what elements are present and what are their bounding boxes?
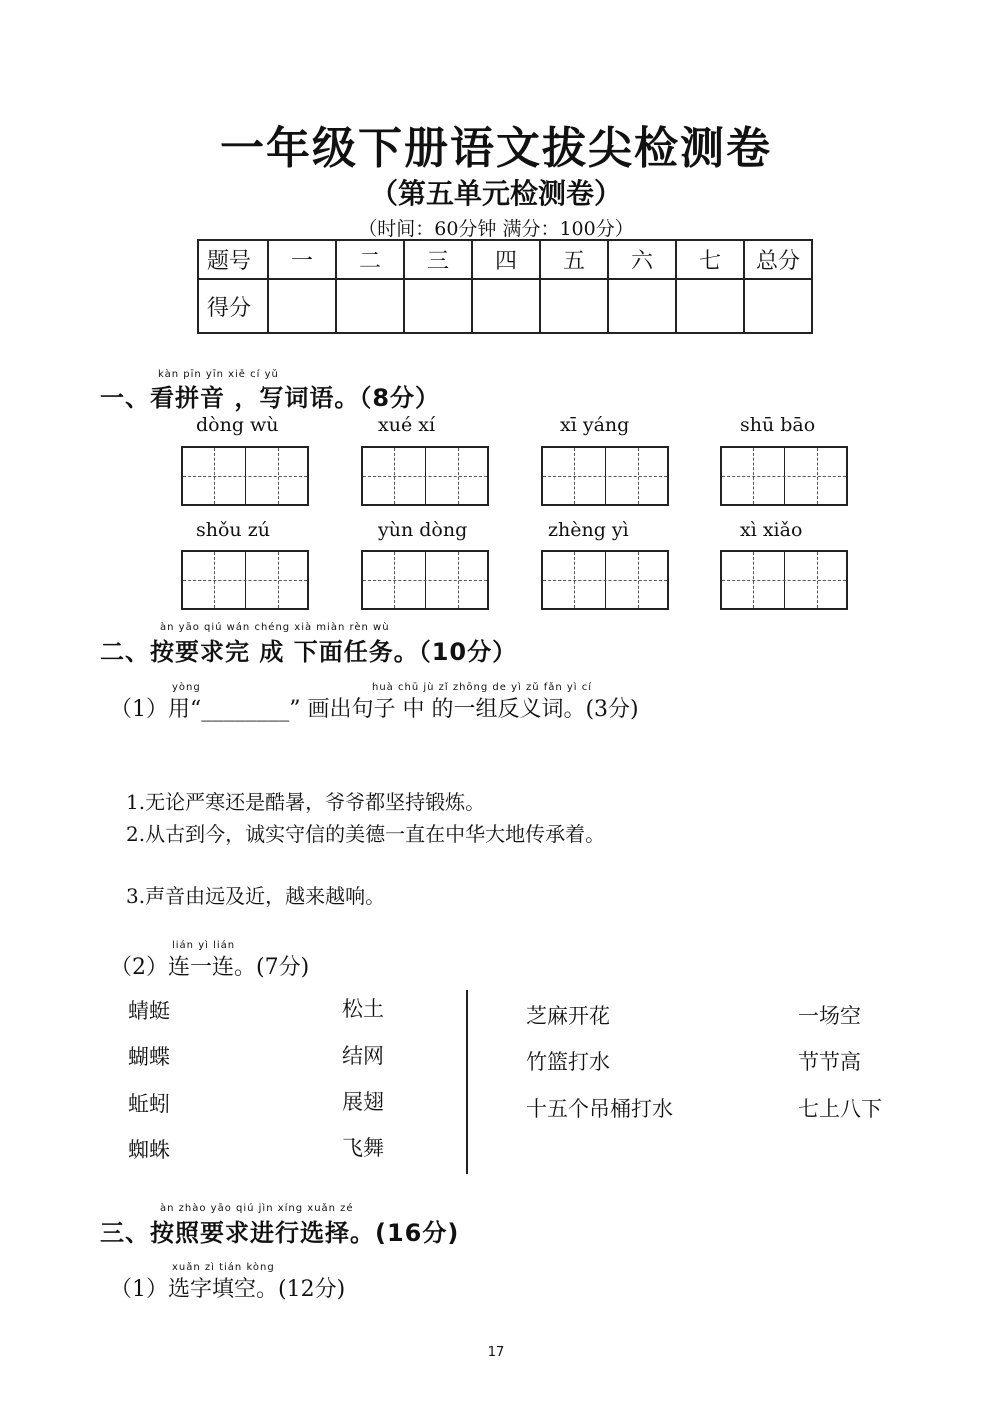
score-header-cell: 四 <box>472 240 540 279</box>
word-pinyin: dòng wù <box>196 414 279 436</box>
section1-heading: 一、看拼音 ，写词语。（8分） <box>100 384 441 412</box>
section2-pinyin: àn yāo qiú wán chéng xià miàn rèn wù <box>160 622 390 633</box>
word-pinyin: shū bāo <box>740 414 816 436</box>
writing-grid[interactable] <box>541 550 669 610</box>
page-title: 一年级下册语文拔尖检测卷 <box>220 123 772 174</box>
match-item[interactable]: 蝴蝶 <box>128 1045 170 1069</box>
score-cell[interactable] <box>676 279 744 333</box>
section3-heading: 三、按照要求进行选择。(16分) <box>100 1219 460 1247</box>
writing-grid[interactable] <box>181 550 309 610</box>
word-pinyin: zhèng yì <box>548 519 629 541</box>
score-cell[interactable] <box>336 279 404 333</box>
match-item[interactable]: 十五个吊桶打水 <box>526 1097 673 1121</box>
score-row-label: 得分 <box>198 279 268 333</box>
q1-pinyin-b: huà chū jù zǐ zhōng de yì zǔ fǎn yì cí <box>372 682 593 693</box>
match-item[interactable]: 蚯蚓 <box>128 1092 170 1116</box>
writing-grid[interactable] <box>541 446 669 506</box>
match-item[interactable]: 一场空 <box>798 1004 861 1028</box>
section3-pinyin: àn zhào yāo qiú jìn xíng xuǎn zé <box>160 1203 354 1214</box>
score-cell[interactable] <box>540 279 608 333</box>
page-number: 17 <box>487 1345 505 1360</box>
match-item[interactable]: 蜘蛛 <box>128 1138 170 1162</box>
column-divider <box>466 990 468 1174</box>
score-cell[interactable] <box>472 279 540 333</box>
q1-sentence: 3.声音由远及近，越来越响。 <box>126 884 386 908</box>
score-header-cell: 七 <box>676 240 744 279</box>
match-item[interactable]: 松土 <box>342 997 384 1021</box>
match-item[interactable]: 芝麻开花 <box>526 1004 610 1028</box>
score-cell[interactable] <box>404 279 472 333</box>
writing-grid[interactable] <box>720 446 848 506</box>
q1-sentence: 1.无论严寒还是酷暑，爷爷都坚持锻炼。 <box>126 790 486 814</box>
q2-label: （2）连一连。(7分) <box>110 955 310 980</box>
q2-pinyin: lián yì lián <box>172 940 236 951</box>
word-pinyin: xì xiǎo <box>740 519 803 541</box>
score-header-cell: 题号 <box>198 240 268 279</box>
q1-label: （1）用“________” 画出句子 中 的一组反义词。(3分) <box>110 697 639 722</box>
score-table <box>197 239 813 334</box>
time-info: （时间：60分钟 满分：100分） <box>358 218 634 240</box>
word-pinyin: xué xí <box>378 414 436 436</box>
match-item[interactable]: 七上八下 <box>798 1097 882 1121</box>
match-item[interactable]: 飞舞 <box>342 1136 384 1160</box>
score-header-cell: 三 <box>404 240 472 279</box>
score-cell[interactable] <box>268 279 336 333</box>
score-header-cell: 总分 <box>744 240 812 279</box>
match-item[interactable]: 结网 <box>342 1044 384 1068</box>
word-pinyin: shǒu zú <box>196 519 270 541</box>
score-table-header-row <box>198 240 812 279</box>
score-header-cell: 二 <box>336 240 404 279</box>
match-item[interactable]: 节节高 <box>798 1050 861 1074</box>
match-item[interactable]: 展翅 <box>342 1090 384 1114</box>
match-item[interactable]: 竹篮打水 <box>526 1050 610 1074</box>
section1-pinyin: kàn pīn yīn xiě cí yǔ <box>158 369 279 380</box>
section2-heading: 二、按要求完 成 下面任务。（10分） <box>100 638 518 666</box>
q1-pinyin-a: yòng <box>172 682 201 693</box>
s3-q1-pinyin: xuǎn zì tián kòng <box>172 1262 275 1273</box>
word-pinyin: xī yáng <box>560 414 630 436</box>
writing-grid[interactable] <box>361 446 489 506</box>
score-header-cell: 五 <box>540 240 608 279</box>
score-cell[interactable] <box>744 279 812 333</box>
score-header-cell: 一 <box>268 240 336 279</box>
q1-sentence: 2.从古到今，诚实守信的美德一直在中华大地传承着。 <box>126 822 606 846</box>
word-pinyin: yùn dòng <box>378 519 468 541</box>
match-item[interactable]: 蜻蜓 <box>128 999 170 1023</box>
page-subtitle: （第五单元检测卷） <box>369 177 622 210</box>
score-header-cell: 六 <box>608 240 676 279</box>
score-table-score-row <box>198 279 812 333</box>
writing-grid[interactable] <box>181 446 309 506</box>
score-cell[interactable] <box>608 279 676 333</box>
writing-grid[interactable] <box>361 550 489 610</box>
s3-q1-label: （1）选字填空。(12分) <box>110 1277 346 1302</box>
writing-grid[interactable] <box>720 550 848 610</box>
